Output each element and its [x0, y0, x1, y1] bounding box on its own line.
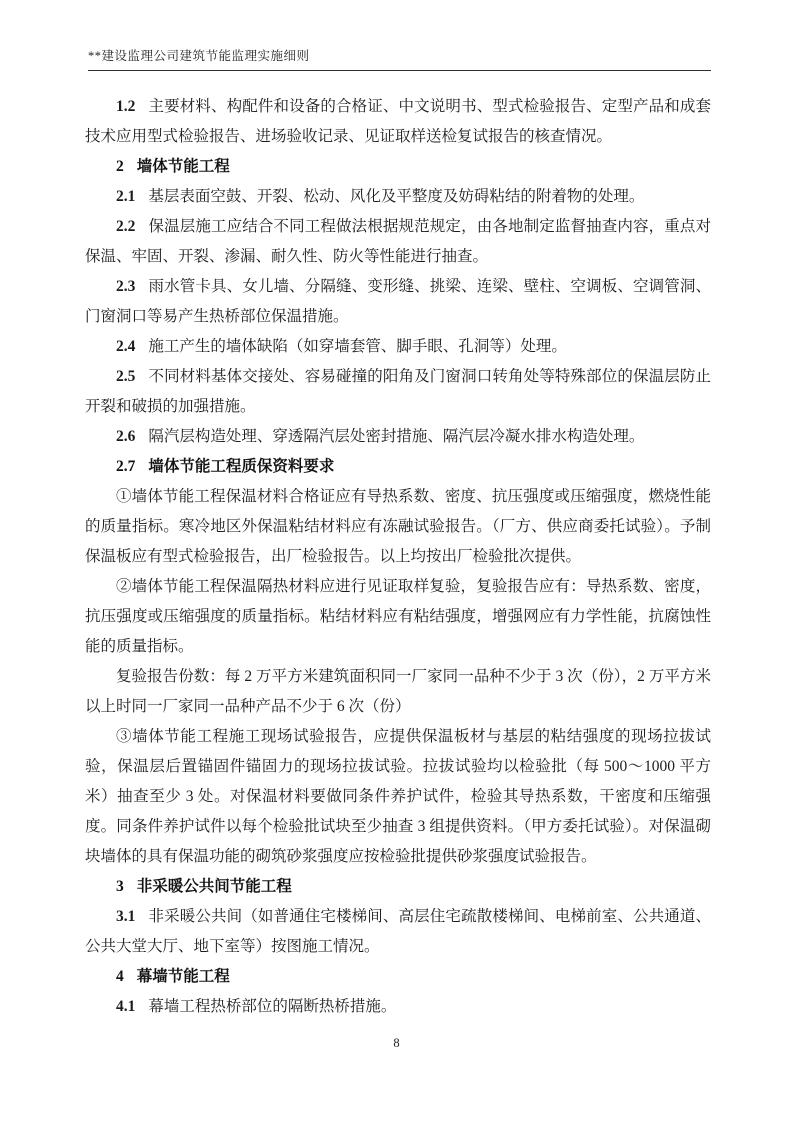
clause-number: 2: [116, 158, 124, 175]
clause-number: 4.1: [116, 998, 136, 1015]
paragraph-text: 非采暖公共间节能工程: [136, 878, 292, 895]
paragraph: [85, 152, 711, 182]
paragraph: [85, 452, 711, 482]
paragraph-text: 基层表面空鼓、开裂、松动、风化及平整度及妨碍粘结的附着物的处理。: [148, 188, 645, 205]
clause-number: 3.1: [116, 908, 136, 925]
paragraph-text: ②墙体节能工程保温隔热材料应进行见证取样复验，复验报告应有：导热系数、密度，抗压强度或压缩强度的质量指标。粘结材料应有粘结强度，增强网应有力学性能，抗腐蚀性能的质量指标。: [85, 578, 711, 655]
document-body: [85, 92, 711, 1022]
paragraph-text: ③墙体节能工程施工现场试验报告，应提供保温板材与基层的粘结强度的现场拉拔试验，保温层后置锚固件锚固力的现场拉拔试验。拉拔试验均以检验批（每 500～1000 平方米）抽查至少 3 处。对保温材料要做同条件养护试件，检验其导热系数，干密度和压缩强度。同条件养护试件以每个检验批试块至少抽查 3 组提供资料。（甲方委托试验）。对保温砌块墙体的具有保温功能的砌筑砂浆强度应按检验批提供砂浆强度试验报告。: [85, 728, 711, 865]
paragraph: [85, 92, 711, 152]
paragraph-text: ①墙体节能工程保温材料合格证应有导热系数、密度、抗压强度或压缩强度，燃烧性能的质量指标。寒冷地区外保温粘结材料应有冻融试验报告。（厂方、供应商委托试验）。予制保温板应有型式检验报告，出厂检验报告。以上均按出厂检验批次提供。: [85, 488, 711, 565]
paragraph-text: 墙体节能工程: [136, 158, 230, 175]
paragraph: [85, 332, 711, 362]
paragraph: [85, 992, 711, 1022]
paragraph-text: 主要材料、构配件和设备的合格证、中文说明书、型式检验报告、定型产品和成套技术应用型式检验报告、进场验收记录、见证取样送检复试报告的核查情况。: [85, 98, 711, 145]
clause-number: 2.7: [116, 458, 136, 475]
paragraph: [85, 572, 711, 662]
document-header-title: **建设监理公司建筑节能监理实施细则: [88, 49, 310, 63]
clause-number: 1.2: [116, 98, 136, 115]
paragraph-text: 不同材料基体交接处、容易碰撞的阳角及门窗洞口转角处等特殊部位的保温层防止开裂和破损的加强措施。: [85, 368, 711, 415]
paragraph: [85, 482, 711, 572]
paragraph: [85, 212, 711, 272]
paragraph-text: 非采暖公共间（如普通住宅楼梯间、高层住宅疏散楼梯间、电梯前室、公共通道、公共大堂大厅、地下室等）按图施工情况。: [85, 908, 711, 955]
paragraph-text: 雨水管卡具、女儿墙、分隔缝、变形缝、挑梁、连梁、壁柱、空调板、空调管洞、门窗洞口等易产生热桥部位保温措施。: [85, 278, 711, 325]
clause-number: 2.5: [116, 368, 136, 385]
clause-number: 2.6: [116, 428, 136, 445]
paragraph-text: 保温层施工应结合不同工程做法根据规范规定，由各地制定监督抽查内容，重点对保温、牢固、开裂、渗漏、耐久性、防火等性能进行抽查。: [85, 218, 711, 265]
paragraph-text: 幕墙节能工程: [136, 968, 230, 985]
clause-number: 2.3: [116, 278, 136, 295]
paragraph-text: 墙体节能工程质保资料要求: [148, 458, 335, 475]
paragraph: [85, 962, 711, 992]
clause-number: 3: [116, 878, 124, 895]
paragraph-text: 施工产生的墙体缺陷（如穿墙套管、脚手眼、孔洞等）处理。: [148, 338, 567, 355]
header-rule: [88, 70, 711, 71]
clause-number: 4: [116, 968, 124, 985]
paragraph: [85, 182, 711, 212]
paragraph: [85, 902, 711, 962]
clause-number: 2.4: [116, 338, 136, 355]
page-number: 8: [393, 1036, 400, 1050]
clause-number: 2.2: [116, 218, 136, 235]
paragraph: [85, 872, 711, 902]
paragraph-text: 幕墙工程热桥部位的隔断热桥措施。: [148, 998, 397, 1015]
paragraph-text: 复验报告份数：每 2 万平方米建筑面积同一厂家同一品种不少于 3 次（份），2 万平方米以上时同一厂家同一品种产品不少于 6 次（份）: [85, 668, 711, 715]
paragraph: [85, 422, 711, 452]
paragraph: [85, 722, 711, 872]
paragraph: [85, 362, 711, 422]
paragraph-text: 隔汽层构造处理、穿透隔汽层处密封措施、隔汽层冷凝水排水构造处理。: [148, 428, 645, 445]
paragraph: [85, 272, 711, 332]
clause-number: 2.1: [116, 188, 136, 205]
paragraph: [85, 662, 711, 722]
